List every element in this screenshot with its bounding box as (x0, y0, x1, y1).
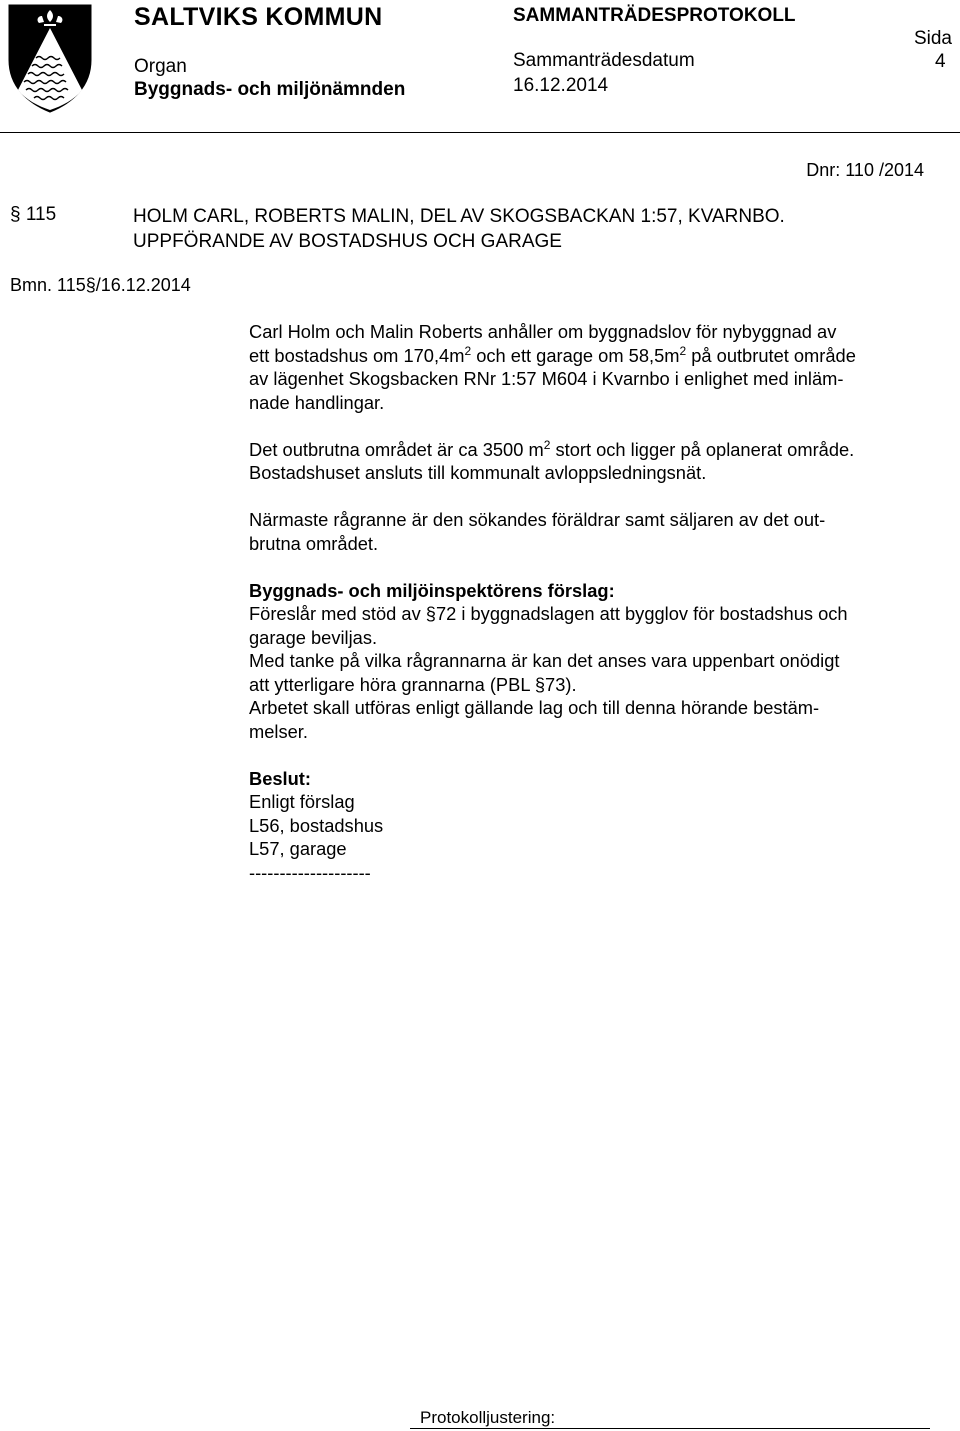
municipality-coat-of-arms-icon (6, 2, 94, 114)
bmn-reference: Bmn. 115§/16.12.2014 (10, 275, 191, 295)
case-title-line-2: UPPFÖRANDE AV BOSTADSHUS OCH GARAGE (133, 231, 562, 252)
body-line: ett bostadshus om $170,4m^2$ och ett garage om $58,5m^2$ på outbrutet område (249, 343, 856, 366)
header-divider (0, 132, 960, 133)
municipality-name: SALTVIKS KOMMUN (134, 3, 383, 31)
case-dnr: Dnr: 110 /2014 (806, 160, 924, 180)
decision-heading: Beslut: (249, 767, 311, 789)
decision-line: L56, bostadshus (249, 814, 384, 836)
body-line: av lägenhet Skogsbacken RNr 1:57 M604 i Kvarnbo i enlighet med inläm- (249, 368, 844, 389)
body-line: Närmaste rågranne är den sökandes föräldrar samt säljaren av det out- (249, 509, 826, 530)
body-line: Med tanke på vilka rågrannarna är kan det anses vara uppenbart onödigt (249, 650, 840, 671)
decision-line: L57, garage (249, 838, 347, 859)
body-line: garage beviljas. (249, 626, 378, 648)
body-line: Arbetet skall utföras enligt gällande lag och till denna hörande bestäm- (249, 697, 820, 718)
body-line: melser. (249, 720, 308, 742)
page-number: 4 (935, 51, 946, 72)
body-line: Föreslår med stöd av §72 i byggnadslagen att bygglov för bostadshus och (249, 603, 848, 624)
separator-line: -------------------- (249, 861, 371, 883)
signature-line (410, 1428, 930, 1429)
body-line: Det outbrutna området är ca 3500 $m^2$ stort och ligger på oplanerat område. (249, 437, 855, 460)
page-label: Sida (913, 28, 952, 49)
body-line: att ytterligare höra grannarna (PBL §73). (249, 673, 577, 695)
date-label: Sammanträdesdatum (513, 50, 695, 71)
date-value: 16.12.2014 (513, 75, 609, 96)
body-line: Bostadshuset ansluts till kommunalt avloppsledningsnät. (249, 462, 707, 483)
case-body (249, 320, 924, 884)
decision-line: Enligt förslag (249, 791, 355, 812)
organ-label: Organ (134, 56, 187, 77)
case-title-line-1: HOLM CARL, ROBERTS MALIN, DEL AV SKOGSBACKAN 1:57, KVARNBO. (133, 206, 785, 227)
protocol-check-label: Protokolljustering: (420, 1408, 556, 1427)
document-type: SAMMANTRÄDESPROTOKOLL (513, 5, 796, 26)
body-line: nade handlingar. (249, 391, 385, 413)
proposal-heading: Byggnads- och miljöinspektörens förslag: (249, 579, 615, 601)
body-line: brutna området. (249, 532, 379, 554)
organ-value: Byggnads- och miljönämnden (134, 79, 406, 100)
case-title (133, 204, 785, 254)
body-line: Carl Holm och Malin Roberts anhåller om byggnadslov för nybyggnad av (249, 321, 837, 342)
paragraph-number: § 115 (10, 204, 57, 225)
